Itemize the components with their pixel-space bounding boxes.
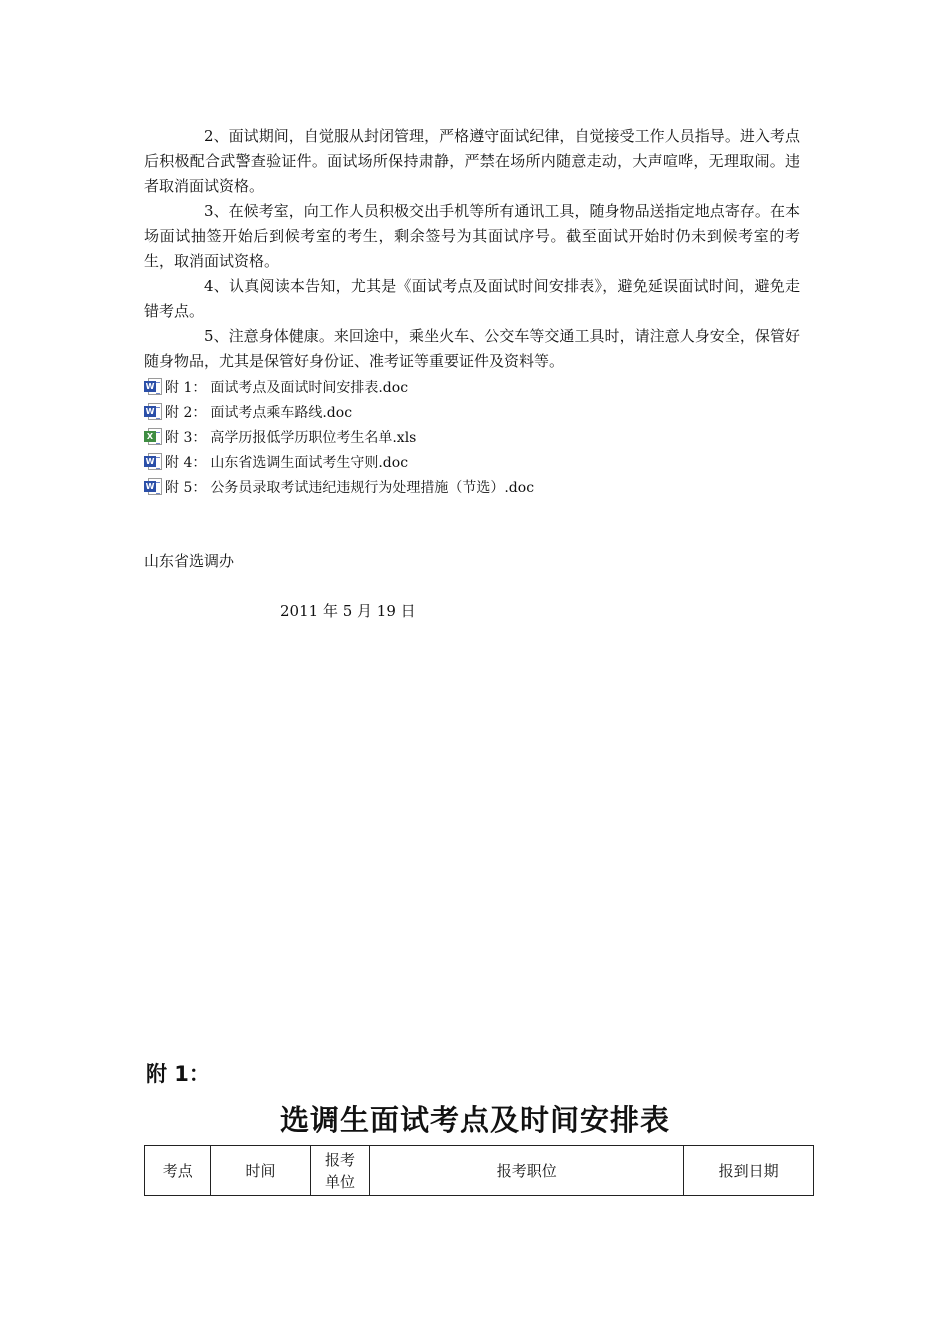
- attachment-link-5[interactable]: [144, 474, 800, 499]
- table-title: 选调生面试考点及时间安排表: [279, 1103, 670, 1137]
- header-exam-site: 考点: [145, 1146, 211, 1196]
- attachment-list: [144, 374, 800, 499]
- attachment-link-4[interactable]: [144, 449, 800, 474]
- notice-item-5: 5、注意身体健康。来回途中，乘坐火车、公交车等交通工具时，请注意人身安全，保管好随身物品，尤其是保管好身份证、准考证等重要证件及资料等。: [144, 327, 800, 370]
- attachment-label: 附 1：: [165, 379, 207, 396]
- attachment-link-2[interactable]: [144, 399, 800, 424]
- header-report-date: 报到日期: [684, 1146, 814, 1196]
- attachment-label: 附 3：: [165, 429, 207, 446]
- excel-xls-icon: X: [144, 428, 163, 446]
- word-doc-icon: W: [144, 478, 163, 496]
- header-unit: [310, 1146, 370, 1196]
- attachment-link-3[interactable]: [144, 424, 800, 449]
- header-position: 报考职位: [370, 1146, 684, 1196]
- notice-body: [144, 124, 800, 499]
- notice-item-2: 2、面试期间，自觉服从封闭管理，严格遵守面试纪律，自觉接受工作人员指导。进入考点后积极配合武警查验证件。面试场所保持肃静，严禁在场所内随意走动，大声喧哗，无理取闹。违者取消面试资格。: [144, 127, 800, 195]
- attachment-filename[interactable]: 公务员录取考试违纪违规行为处理措施（节选）.doc: [210, 479, 535, 496]
- header-unit-text: 报考单位: [324, 1150, 355, 1191]
- attachment-label: 附 5：: [165, 479, 207, 496]
- word-doc-icon: W: [144, 453, 163, 471]
- issue-date: 2011 年 5 月 19 日: [280, 602, 416, 620]
- attachment-label: 附 2：: [165, 404, 207, 421]
- attachment-filename[interactable]: 山东省选调生面试考生守则.doc: [210, 454, 409, 471]
- word-doc-icon: W: [144, 403, 163, 421]
- word-doc-icon: W: [144, 378, 163, 396]
- schedule-table: [144, 1145, 814, 1196]
- attachment-filename[interactable]: 高学历报低学历职位考生名单.xls: [210, 429, 417, 446]
- header-time: 时间: [211, 1146, 310, 1196]
- annex-label: 附 1：: [146, 1062, 210, 1086]
- table-header-row: [145, 1146, 814, 1196]
- attachment-filename[interactable]: 面试考点及面试时间安排表.doc: [210, 379, 409, 396]
- attachment-filename[interactable]: 面试考点乘车路线.doc: [210, 404, 353, 421]
- notice-item-4: 4、认真阅读本告知，尤其是《面试考点及面试时间安排表》，避免延误面试时间，避免走错考点。: [144, 277, 800, 320]
- issuer-signature: 山东省选调办: [144, 552, 235, 570]
- attachment-label: 附 4：: [165, 454, 207, 471]
- attachment-link-1[interactable]: [144, 374, 800, 399]
- notice-item-3: 3、在候考室，向工作人员积极交出手机等所有通讯工具，随身物品送指定地点寄存。在本场面试抽签开始后到候考室的考生，剩余签号为其面试序号。截至面试开始时仍未到候考室的考生，取消面试资格。: [144, 202, 800, 270]
